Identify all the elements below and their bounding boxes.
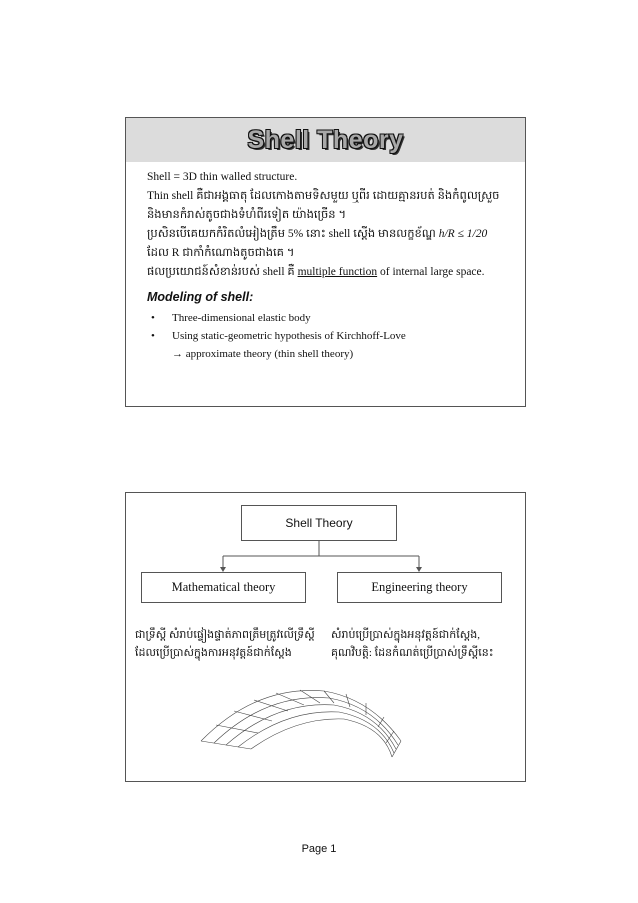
slide-1-title-bar (126, 118, 525, 162)
list-item (147, 309, 507, 327)
condition-text: ប្រសិនបើគេយកកំរិតលំអៀងត្រឹម 5% នោះ shell ស្តើង មានលក្ខខ័ណ្ឌ (147, 228, 436, 240)
benefit-suffix: of internal large space. (379, 266, 485, 278)
bullet-icon: • (151, 312, 155, 324)
slide-1 (125, 117, 526, 407)
arrow-right-icon: → (172, 348, 183, 360)
thickness-line: និងមានកំរាស់តូចជាងទំហំពីរទៀត យ៉ាងច្រើន ។ (147, 209, 347, 221)
definition-line: Shell = 3D thin walled structure. (147, 171, 298, 183)
mathematical-theory-box: Mathematical theory (141, 572, 306, 603)
benefit-text: ផលប្រយោជន៍សំខាន់របស់ shell គឺ (147, 266, 295, 278)
mathematical-theory-description: ជាទ្រឹស្តី សំរាប់ផ្ទៀងផ្ទាត់ភាពត្រឹមត្រូវលើទ្រឹស្តីដែលប្រើប្រាស់ក្នុងការអនុវត្តន៍ជាក់ស្តែង (135, 629, 315, 659)
shell-surface-illustration (196, 673, 406, 763)
list-item-text: Three-dimensional elastic body (172, 312, 311, 324)
slide-1-body (126, 162, 525, 363)
engineering-theory-description: សំរាប់ប្រើប្រាស់ក្នុងអនុវត្តន៍ជាក់ស្តែង, គុណវិបត្តិ: ដែនកំណត់ប្រើប្រាស់ទ្រឹស្តីនេះ (331, 629, 494, 659)
condition-formula: h/R ≤ 1/20 (438, 228, 488, 240)
slide-1-title: Shell Theory (247, 125, 404, 154)
engineering-theory-box: Engineering theory (337, 572, 502, 603)
benefit-line (147, 263, 507, 282)
sub-item-text: approximate theory (thin shell theory) (185, 348, 354, 360)
bullet-icon: • (151, 330, 155, 342)
page-number: Page 1 (301, 843, 337, 855)
list-item-text: Using static-geometric hypothesis of Kirchhoff-Love (172, 330, 406, 342)
modeling-list (147, 309, 507, 345)
list-item (147, 327, 507, 345)
radius-line: ដែល R ជាកាំកំណោងតូចជាងគេ ។ (147, 247, 295, 259)
modeling-heading: Modeling of shell: (147, 290, 254, 304)
benefit-underlined: multiple function (297, 266, 378, 278)
shell-theory-box: Shell Theory (241, 505, 397, 541)
condition-line (147, 225, 507, 244)
sub-item (147, 345, 507, 363)
thin-shell-line: Thin shell គឺជាអង្គធាតុ ដែលកោងតាមទិសមួយ ឬពីរ ដោយគ្មានរបត់ និងកំពូលស្រួច (147, 190, 500, 202)
slide-2 (125, 492, 526, 782)
